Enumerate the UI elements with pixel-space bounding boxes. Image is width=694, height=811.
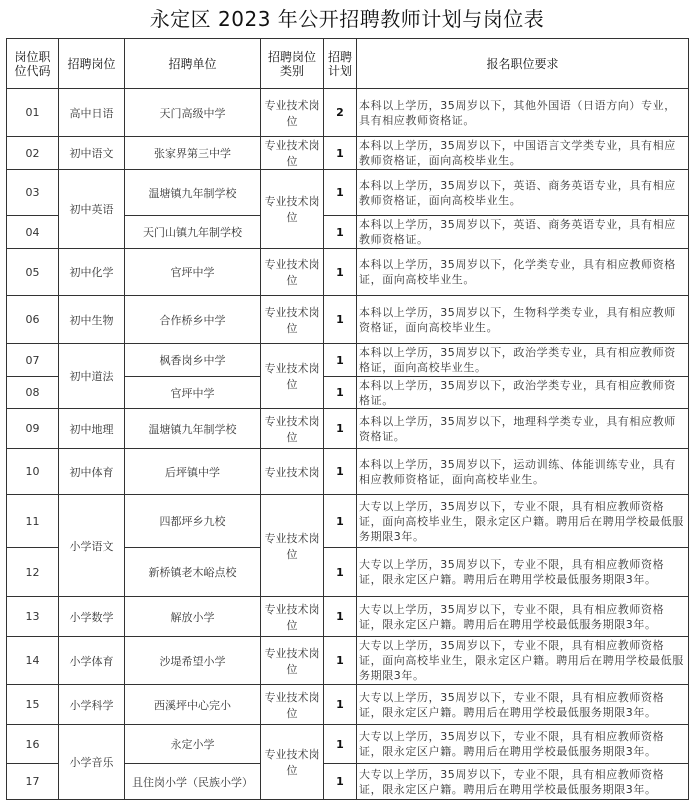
row-requirements: 本科以上学历，35周岁以下，其他外国语（日语方向）专业，具有相应教师资格证。 xyxy=(357,89,689,137)
row-plan: 1 xyxy=(324,548,357,597)
row-code: 09 xyxy=(7,409,59,449)
row-requirements: 大专以上学历，35周岁以下，专业不限，具有相应教师资格证，面向高校毕业生，限永定区户籍。聘用后在聘用学校最低服务期限3年。 xyxy=(357,637,689,685)
row-plan: 2 xyxy=(324,89,357,137)
row-category: 专业技术岗位 xyxy=(261,296,324,344)
row-plan: 1 xyxy=(324,137,357,170)
row-unit: 永定小学 xyxy=(125,725,261,764)
row-requirements: 本科以上学历，35周岁以下，生物科学类专业，具有相应教师资格证，面向高校毕业生。 xyxy=(357,296,689,344)
row-plan: 1 xyxy=(324,725,357,764)
row-code: 11 xyxy=(7,495,59,548)
row-code: 04 xyxy=(7,216,59,249)
row-plan: 1 xyxy=(324,296,357,344)
header-code: 岗位职位代码 xyxy=(7,39,59,89)
row-code: 08 xyxy=(7,377,59,409)
table-row xyxy=(7,89,689,137)
row-requirements: 本科以上学历，35周岁以下，政治学类专业，具有相应教师资格证，面向高校毕业生。 xyxy=(357,344,689,377)
row-position: 小学音乐 xyxy=(59,725,125,800)
row-unit: 温塘镇九年制学校 xyxy=(125,409,261,449)
header-unit: 招聘单位 xyxy=(125,39,261,89)
row-requirements: 本科以上学历，35周岁以下，化学类专业，具有相应教师资格证，面向高校毕业生。 xyxy=(357,249,689,296)
row-plan: 1 xyxy=(324,249,357,296)
row-category: 专业技术岗位 xyxy=(261,89,324,137)
row-code: 12 xyxy=(7,548,59,597)
row-position: 小学体育 xyxy=(59,637,125,685)
row-plan: 1 xyxy=(324,685,357,725)
row-requirements: 大专以上学历，35周岁以下，专业不限，具有相应教师资格证，限永定区户籍。聘用后在聘用学校最低服务期限3年。 xyxy=(357,764,689,800)
table-row xyxy=(7,597,689,637)
row-requirements: 大专以上学历，35周岁以下，专业不限，具有相应教师资格证，限永定区户籍。聘用后在聘用学校最低服务期限3年。 xyxy=(357,725,689,764)
row-category: 专业技术岗位 xyxy=(261,725,324,800)
row-position: 初中道法 xyxy=(59,344,125,409)
row-code: 01 xyxy=(7,89,59,137)
row-position: 初中语文 xyxy=(59,137,125,170)
row-plan: 1 xyxy=(324,344,357,377)
row-category: 专业技术岗位 xyxy=(261,495,324,597)
header-position: 招聘岗位 xyxy=(59,39,125,89)
row-category: 专业技术岗位 xyxy=(261,249,324,296)
row-requirements: 大专以上学历，35周岁以下，专业不限，具有相应教师资格证，限永定区户籍。聘用后在聘用学校最低服务期限3年。 xyxy=(357,685,689,725)
table-row xyxy=(7,685,689,725)
row-category: 专业技术岗位 xyxy=(261,137,324,170)
recruitment-table xyxy=(6,38,689,800)
table-row xyxy=(7,637,689,685)
table-row xyxy=(7,449,689,495)
row-position: 初中地理 xyxy=(59,409,125,449)
row-category: 专业技术岗位 xyxy=(261,170,324,249)
row-unit: 新桥镇老木峪点校 xyxy=(125,548,261,597)
row-unit: 天门高级中学 xyxy=(125,89,261,137)
row-requirements: 大专以上学历，35周岁以下，专业不限，具有相应教师资格证，限永定区户籍。聘用后在聘用学校最低服务期限3年。 xyxy=(357,548,689,597)
header-row xyxy=(7,39,689,89)
header-requirements: 报名职位要求 xyxy=(357,39,689,89)
row-requirements: 大专以上学历，35周岁以下，专业不限，具有相应教师资格证，限永定区户籍。聘用后在聘用学校最低服务期限3年。 xyxy=(357,597,689,637)
table-row xyxy=(7,725,689,764)
table-row xyxy=(7,249,689,296)
row-unit: 后坪镇中学 xyxy=(125,449,261,495)
row-code: 03 xyxy=(7,170,59,216)
row-requirements: 本科以上学历，35周岁以下，英语、商务英语专业，具有相应教师资格证。 xyxy=(357,216,689,249)
row-unit: 四都坪乡九校 xyxy=(125,495,261,548)
row-plan: 1 xyxy=(324,170,357,216)
row-code: 15 xyxy=(7,685,59,725)
row-code: 02 xyxy=(7,137,59,170)
row-unit: 温塘镇九年制学校 xyxy=(125,170,261,216)
row-category: 专业技术岗位 xyxy=(261,685,324,725)
row-unit: 解放小学 xyxy=(125,597,261,637)
row-requirements: 大专以上学历，35周岁以下，专业不限，具有相应教师资格证，面向高校毕业生，限永定区户籍。聘用后在聘用学校最低服务期限3年。 xyxy=(357,495,689,548)
row-position: 小学科学 xyxy=(59,685,125,725)
row-position: 初中生物 xyxy=(59,296,125,344)
row-requirements: 本科以上学历，35周岁以下，政治学类专业，具有相应教师资格证。 xyxy=(357,377,689,409)
table-row xyxy=(7,296,689,344)
row-unit: 沙堤希望小学 xyxy=(125,637,261,685)
row-plan: 1 xyxy=(324,216,357,249)
row-unit: 合作桥乡中学 xyxy=(125,296,261,344)
row-unit: 枫香岗乡中学 xyxy=(125,344,261,377)
table-row xyxy=(7,344,689,377)
row-plan: 1 xyxy=(324,449,357,495)
table-row xyxy=(7,409,689,449)
row-plan: 1 xyxy=(324,377,357,409)
row-category: 专业技术岗位 xyxy=(261,597,324,637)
row-plan: 1 xyxy=(324,495,357,548)
table-row xyxy=(7,170,689,216)
row-unit: 西溪坪中心完小 xyxy=(125,685,261,725)
row-plan: 1 xyxy=(324,764,357,800)
row-position: 小学语文 xyxy=(59,495,125,597)
row-requirements: 本科以上学历，35周岁以下，英语、商务英语专业，具有相应教师资格证，面向高校毕业生。 xyxy=(357,170,689,216)
header-category: 招聘岗位类别 xyxy=(261,39,324,89)
row-code: 13 xyxy=(7,597,59,637)
table-row xyxy=(7,495,689,548)
row-position: 初中英语 xyxy=(59,170,125,249)
row-requirements: 本科以上学历，35周岁以下，中国语言文学类专业，具有相应教师资格证，面向高校毕业生。 xyxy=(357,137,689,170)
header-plan: 招聘计划 xyxy=(324,39,357,89)
table-row xyxy=(7,137,689,170)
row-position: 初中化学 xyxy=(59,249,125,296)
row-unit: 官坪中学 xyxy=(125,377,261,409)
row-unit: 天门山镇九年制学校 xyxy=(125,216,261,249)
row-code: 16 xyxy=(7,725,59,764)
row-unit: 张家界第三中学 xyxy=(125,137,261,170)
row-category: 专业技术岗 xyxy=(261,449,324,495)
row-unit: 且住岗小学（民族小学） xyxy=(125,764,261,800)
row-code: 10 xyxy=(7,449,59,495)
row-code: 07 xyxy=(7,344,59,377)
row-requirements: 本科以上学历，35周岁以下，地理科学类专业，具有相应教师资格证。 xyxy=(357,409,689,449)
row-code: 05 xyxy=(7,249,59,296)
row-code: 14 xyxy=(7,637,59,685)
row-position: 初中体育 xyxy=(59,449,125,495)
row-plan: 1 xyxy=(324,597,357,637)
row-plan: 1 xyxy=(324,409,357,449)
row-category: 专业技术岗位 xyxy=(261,344,324,409)
row-unit: 官坪中学 xyxy=(125,249,261,296)
page-title: 永定区 2023 年公开招聘教师计划与岗位表 xyxy=(149,7,545,31)
row-category: 专业技术岗位 xyxy=(261,409,324,449)
row-code: 17 xyxy=(7,764,59,800)
row-position: 高中日语 xyxy=(59,89,125,137)
row-category: 专业技术岗位 xyxy=(261,637,324,685)
row-plan: 1 xyxy=(324,637,357,685)
row-position: 小学数学 xyxy=(59,597,125,637)
row-requirements: 本科以上学历，35周岁以下，运动训练、体能训练专业，具有相应教师资格证，面向高校毕业生。 xyxy=(357,449,689,495)
row-code: 06 xyxy=(7,296,59,344)
